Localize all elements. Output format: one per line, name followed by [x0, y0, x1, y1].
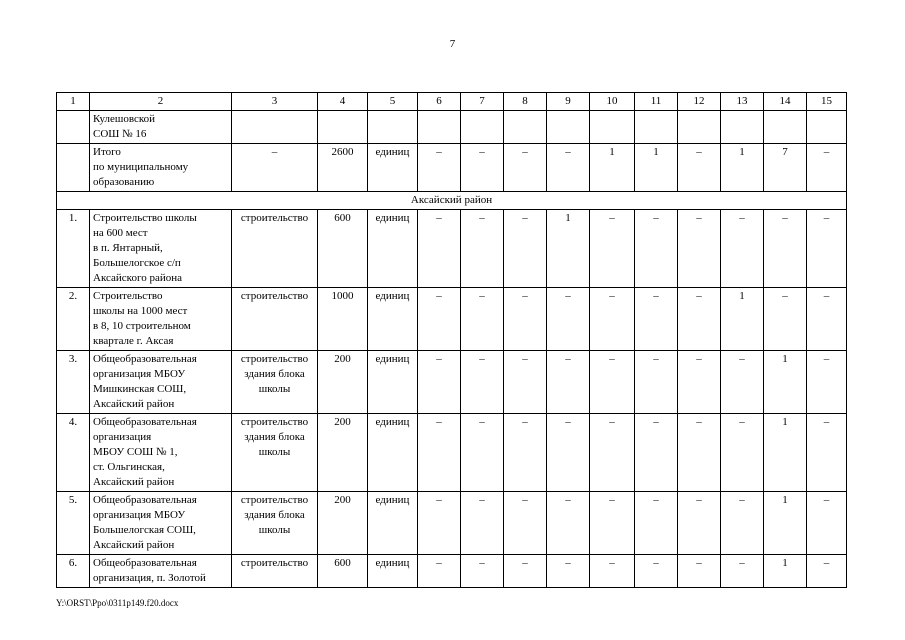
table-row: [57, 210, 847, 288]
table-cell: 2.: [57, 288, 90, 351]
table-cell: –: [504, 555, 547, 588]
table-cell: 1.: [57, 210, 90, 288]
table-cell: [678, 111, 721, 144]
table-cell: [461, 111, 504, 144]
table-cell: –: [721, 555, 764, 588]
table-cell: –: [547, 555, 590, 588]
table-cell: 1: [721, 144, 764, 192]
table-cell: 200: [318, 492, 368, 555]
column-header: 4: [318, 93, 368, 111]
table-cell: [764, 111, 807, 144]
section-row: [57, 192, 847, 210]
table-cell: –: [418, 351, 461, 414]
table-cell: 1: [764, 414, 807, 492]
table-cell: 600: [318, 555, 368, 588]
table-cell: –: [635, 210, 678, 288]
page-number: 7: [449, 38, 456, 50]
table-cell: –: [461, 144, 504, 192]
table-cell: –: [504, 144, 547, 192]
table-cell: [57, 144, 90, 192]
column-header: 12: [678, 93, 721, 111]
table-cell: –: [461, 414, 504, 492]
table-cell: [57, 111, 90, 144]
table-cell: 1: [635, 144, 678, 192]
table-cell: –: [678, 414, 721, 492]
table-cell: [418, 111, 461, 144]
table-cell: 2600: [318, 144, 368, 192]
column-header: 7: [461, 93, 504, 111]
table-cell: –: [807, 414, 847, 492]
table-cell: –: [678, 555, 721, 588]
table-cell: –: [547, 288, 590, 351]
table-cell: строительство здания блока школы: [232, 351, 318, 414]
table-cell: строительство здания блока школы: [232, 414, 318, 492]
column-header: 8: [504, 93, 547, 111]
table-cell: 3.: [57, 351, 90, 414]
table-cell: [368, 111, 418, 144]
table-cell: Итого по муниципальному образованию: [90, 144, 232, 192]
table-cell: –: [635, 555, 678, 588]
table-cell: –: [418, 288, 461, 351]
table-cell: –: [721, 210, 764, 288]
table-cell: Общеобразовательная организация МБОУ Большелогская СОШ, Аксайский район: [90, 492, 232, 555]
section-title: Аксайский район: [57, 192, 847, 210]
table-cell: –: [504, 351, 547, 414]
table-cell: –: [678, 351, 721, 414]
table-cell: Кулешовской СОШ № 16: [90, 111, 232, 144]
table-cell: –: [590, 351, 635, 414]
table-cell: –: [418, 210, 461, 288]
table-header-row: [57, 93, 847, 111]
table-cell: –: [807, 351, 847, 414]
column-header: 15: [807, 93, 847, 111]
table-cell: единиц: [368, 555, 418, 588]
column-header: 6: [418, 93, 461, 111]
table-row: [57, 288, 847, 351]
table-cell: –: [504, 492, 547, 555]
table-cell: –: [461, 492, 504, 555]
table-cell: –: [418, 555, 461, 588]
table-cell: Общеобразовательная организация МБОУ Мишкинская СОШ, Аксайский район: [90, 351, 232, 414]
table-cell: единиц: [368, 288, 418, 351]
table-cell: –: [547, 351, 590, 414]
table-cell: 200: [318, 351, 368, 414]
table-cell: –: [807, 288, 847, 351]
table-cell: 5.: [57, 492, 90, 555]
table-cell: –: [232, 144, 318, 192]
table-cell: [232, 111, 318, 144]
table-cell: [547, 111, 590, 144]
table-cell: единиц: [368, 144, 418, 192]
table-row: [57, 351, 847, 414]
table-cell: –: [504, 210, 547, 288]
column-header: 5: [368, 93, 418, 111]
table-cell: –: [678, 288, 721, 351]
table-cell: 1: [590, 144, 635, 192]
table-cell: [590, 111, 635, 144]
table-cell: 4.: [57, 414, 90, 492]
table-row: [57, 111, 847, 144]
table-cell: –: [764, 210, 807, 288]
table-cell: –: [461, 210, 504, 288]
column-header: 13: [721, 93, 764, 111]
table-cell: Строительство школы на 1000 мест в 8, 10 строительном квартале г. Аксая: [90, 288, 232, 351]
table-cell: строительство: [232, 555, 318, 588]
table-cell: 1: [764, 555, 807, 588]
table-cell: 6.: [57, 555, 90, 588]
table-cell: –: [547, 492, 590, 555]
footer-file-path: Y:\ORST\Ppo\0311p149.f20.docx: [56, 598, 179, 608]
table-cell: 1: [547, 210, 590, 288]
column-header: 10: [590, 93, 635, 111]
table-cell: –: [678, 144, 721, 192]
table-cell: –: [418, 144, 461, 192]
table-cell: –: [721, 492, 764, 555]
table-cell: 1: [764, 492, 807, 555]
table-cell: –: [807, 555, 847, 588]
table-cell: –: [678, 492, 721, 555]
table-cell: 600: [318, 210, 368, 288]
table-cell: –: [504, 414, 547, 492]
column-header: 11: [635, 93, 678, 111]
table-cell: –: [721, 414, 764, 492]
column-header: 9: [547, 93, 590, 111]
table-cell: –: [807, 210, 847, 288]
table-cell: –: [547, 144, 590, 192]
table-cell: –: [764, 288, 807, 351]
table-cell: –: [461, 288, 504, 351]
table-cell: единиц: [368, 210, 418, 288]
table-cell: –: [721, 351, 764, 414]
table-cell: –: [635, 351, 678, 414]
table-cell: –: [590, 210, 635, 288]
table-cell: 1: [721, 288, 764, 351]
table-cell: –: [635, 492, 678, 555]
table-cell: –: [590, 414, 635, 492]
table-cell: –: [590, 492, 635, 555]
table-cell: –: [678, 210, 721, 288]
table-cell: единиц: [368, 492, 418, 555]
column-header: 14: [764, 93, 807, 111]
table-cell: –: [635, 414, 678, 492]
table-cell: Общеобразовательная организация МБОУ СОШ № 1, ст. Ольгинская, Аксайский район: [90, 414, 232, 492]
table-cell: единиц: [368, 351, 418, 414]
table-cell: строительство: [232, 288, 318, 351]
table-cell: [807, 111, 847, 144]
table-cell: –: [590, 288, 635, 351]
table-cell: строительство: [232, 210, 318, 288]
data-table: [56, 92, 847, 588]
table-cell: –: [590, 555, 635, 588]
table-cell: –: [461, 351, 504, 414]
column-header: 2: [90, 93, 232, 111]
column-header: 1: [57, 93, 90, 111]
table-row: [57, 555, 847, 588]
table-cell: –: [635, 288, 678, 351]
table-cell: [721, 111, 764, 144]
table-cell: [504, 111, 547, 144]
table-cell: –: [807, 492, 847, 555]
column-header: 3: [232, 93, 318, 111]
table-row: [57, 492, 847, 555]
table-row: [57, 144, 847, 192]
table-cell: 7: [764, 144, 807, 192]
table-cell: 200: [318, 414, 368, 492]
table-cell: строительство здания блока школы: [232, 492, 318, 555]
table-cell: –: [504, 288, 547, 351]
table-cell: [318, 111, 368, 144]
table-cell: 1000: [318, 288, 368, 351]
table-cell: Строительство школы на 600 мест в п. Янтарный, Большелогское с/п Аксайского района: [90, 210, 232, 288]
table-cell: –: [418, 414, 461, 492]
table-cell: 1: [764, 351, 807, 414]
table-row: [57, 414, 847, 492]
table-cell: –: [807, 144, 847, 192]
table-cell: Общеобразовательная организация, п. Золотой: [90, 555, 232, 588]
table-cell: [635, 111, 678, 144]
table-cell: –: [461, 555, 504, 588]
table-cell: –: [418, 492, 461, 555]
table-cell: –: [547, 414, 590, 492]
table-cell: единиц: [368, 414, 418, 492]
